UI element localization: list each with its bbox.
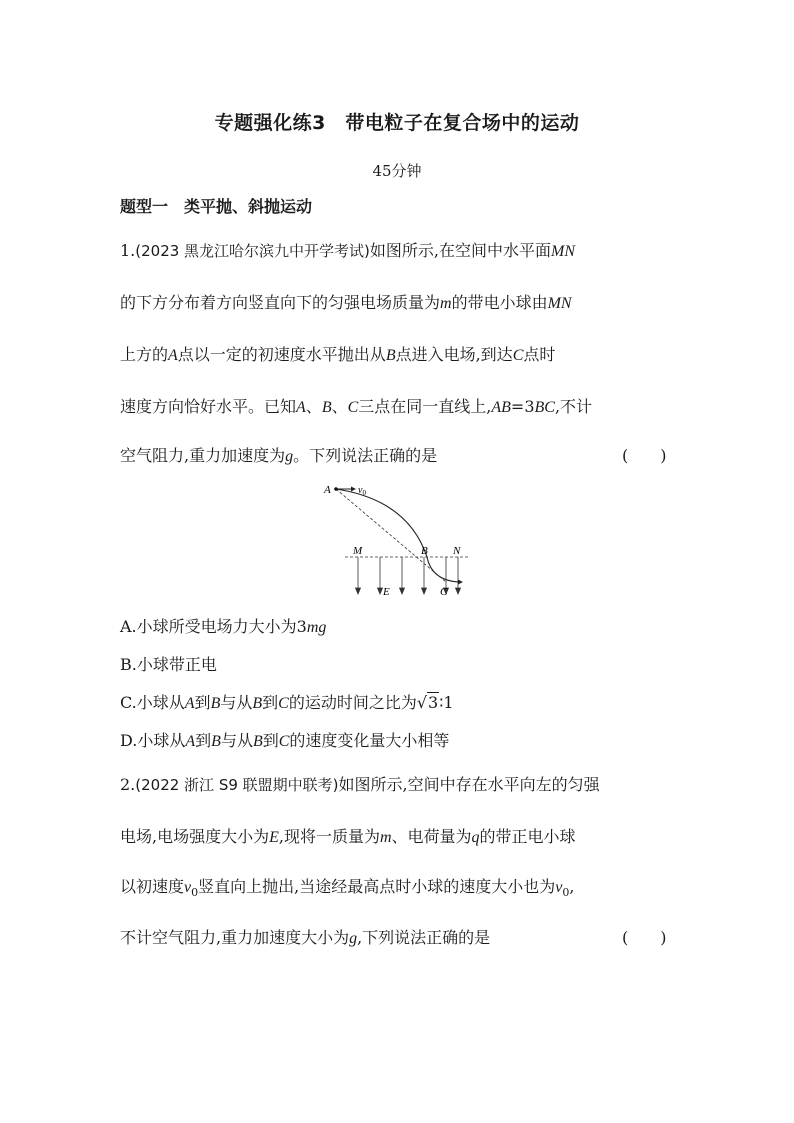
page-title: 专题强化练3 带电粒子在复合场中的运动	[214, 112, 580, 134]
q1-var: m	[440, 295, 452, 312]
q2-text: 电场,电场强度大小为	[120, 827, 270, 846]
q1-var: C	[512, 347, 524, 364]
q1-line-4	[120, 394, 592, 417]
q2-text: 、电荷量为	[391, 827, 472, 846]
q1-text: 空气阻力,重力加速度为	[120, 446, 286, 465]
trajectory-curve	[336, 489, 460, 582]
q1-line-5	[120, 443, 437, 466]
q2-text: 竖直向上抛出,当途经最高点时小球的速度大小也为	[198, 877, 556, 896]
q1-text: 三点在同一直线上,	[358, 397, 492, 416]
q1-text: 。下列说法正确的是	[293, 446, 438, 465]
q2-var: q	[471, 829, 480, 846]
q2-text: ,下列说法正确的是	[357, 928, 491, 947]
option-text: 与从	[220, 693, 253, 712]
q1-text: 上方的	[120, 345, 169, 364]
q2-var: g	[349, 930, 358, 947]
q1-var: MN	[547, 295, 572, 312]
q1-line-1	[120, 238, 575, 261]
q2-text: ,现将一质量为	[278, 827, 380, 846]
abc-line	[336, 489, 446, 582]
option-var: A	[185, 733, 196, 750]
option-var: mg	[306, 619, 327, 636]
q1-var: C	[347, 399, 359, 416]
q1-option-d[interactable]	[120, 728, 449, 751]
option-var: C	[278, 733, 290, 750]
duration-label: 45分钟	[372, 162, 422, 180]
q1-line-2	[120, 290, 572, 313]
option-text: 到	[262, 693, 279, 712]
label-a: A	[324, 484, 331, 496]
option-text: A.小球所受电场力大小为3	[120, 617, 307, 636]
option-text: 到	[262, 731, 279, 750]
q1-text: 点时	[523, 345, 556, 364]
option-var: A	[184, 695, 195, 712]
q1-figure	[320, 478, 480, 603]
label-e: E	[383, 586, 390, 598]
q1-var: B	[385, 347, 396, 364]
q1-var: BC	[534, 399, 555, 416]
q1-text: 、	[305, 397, 322, 416]
q1-text: 点进入电场,到达	[395, 345, 513, 364]
q2-line-4	[120, 925, 490, 948]
option-text: 的运动时间之比为	[288, 693, 417, 712]
option-text: 到	[194, 693, 211, 712]
sqrt-radicand: 3	[428, 693, 439, 712]
q2-text: 不计空气阻力,重力加速度大小为	[120, 928, 350, 947]
q2-line-3	[120, 874, 574, 899]
sqrt-symbol: √3	[416, 693, 439, 712]
c-velocity-arrowhead	[458, 580, 463, 585]
q2-subscript: 0	[191, 886, 199, 900]
option-text: 的速度变化量大小相等	[289, 731, 450, 750]
q1-text: 、	[331, 397, 348, 416]
q1-option-c[interactable]	[120, 690, 454, 713]
q1-answer-blank[interactable]: ( )	[622, 446, 667, 465]
label-v0: $v_0$	[358, 485, 366, 497]
q1-line-3	[120, 342, 555, 365]
label-b: B	[421, 545, 428, 557]
q1-var: AB	[491, 399, 511, 416]
option-text: C.小球从	[120, 693, 185, 712]
q2-text: 的带正电小球	[479, 827, 576, 846]
option-var: C	[278, 695, 289, 712]
option-text: ∶1	[439, 693, 454, 712]
label-m: M	[353, 545, 363, 557]
option-var: B	[252, 695, 263, 712]
q1-var: A	[296, 399, 306, 416]
q2-var: v	[555, 879, 563, 896]
q2-line-2	[120, 824, 576, 847]
q2-text: ,	[569, 877, 575, 896]
q2-text: 以初速度	[120, 877, 185, 896]
q1-number: 1.	[120, 241, 136, 260]
q1-var: g	[285, 448, 294, 465]
v0-arrowhead	[351, 487, 356, 492]
label-c: C	[440, 586, 448, 598]
section-heading: 题型一 类平抛、斜抛运动	[120, 197, 313, 216]
option-text: 与从	[220, 731, 253, 750]
q1-text: ,不计	[554, 397, 593, 416]
q2-line-1	[120, 772, 600, 795]
q1-var: MN	[551, 243, 576, 260]
q2-text: 如图所示,空间中存在水平向左的匀强	[338, 775, 600, 794]
point-a	[334, 487, 338, 491]
q1-text: 点以一定的初速度水平抛出从	[177, 345, 386, 364]
q1-var: B	[321, 399, 332, 416]
option-var: B	[210, 695, 221, 712]
option-text: D.小球从	[120, 731, 186, 750]
q2-var: E	[269, 829, 279, 846]
q1-text: 速度方向恰好水平。已知	[120, 397, 297, 416]
q2-var: v	[184, 879, 192, 896]
q2-answer-blank[interactable]: ( )	[622, 928, 667, 947]
option-var: B	[252, 733, 263, 750]
q2-number: 2.	[120, 775, 136, 794]
q1-var: A	[168, 347, 178, 364]
q1-text: 如图所示,在空间中水平面	[369, 241, 552, 260]
q2-source: (2022 浙江 S9 联盟期中联考)	[135, 776, 339, 794]
q2-subscript: 0	[562, 886, 570, 900]
q1-option-a[interactable]	[120, 614, 326, 637]
label-n: N	[453, 545, 461, 557]
option-var: B	[211, 733, 221, 750]
q1-text: =3	[510, 397, 535, 416]
q1-text: 的下方分布着方向竖直向下的匀强电场质量为	[120, 293, 441, 312]
q1-source: (2023 黑龙江哈尔滨九中开学考试)	[135, 242, 370, 260]
q1-option-b[interactable]	[120, 652, 217, 675]
q1-text: 的带电小球由	[451, 293, 548, 312]
q2-var: m	[379, 829, 392, 846]
option-text: 到	[195, 731, 212, 750]
option-text: B.小球带正电	[120, 655, 217, 674]
